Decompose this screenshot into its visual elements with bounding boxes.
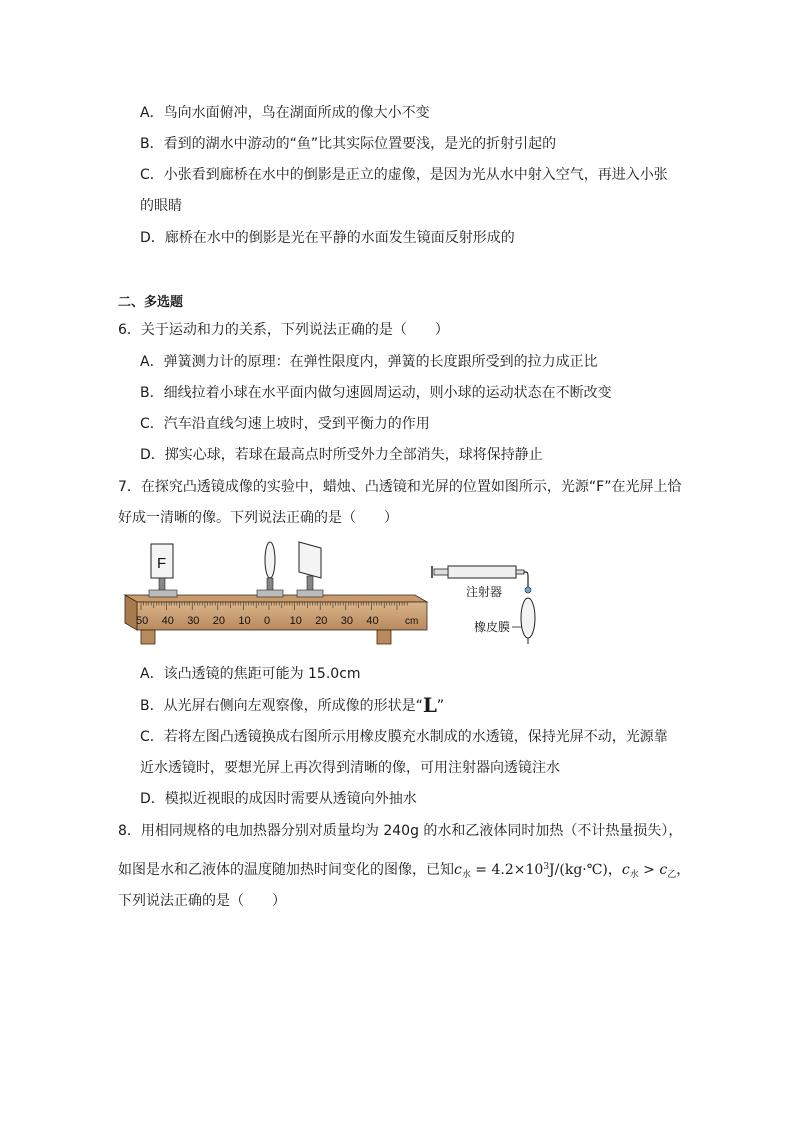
ruler-label: 20 (315, 615, 328, 627)
q7-option-d: D．模拟近视眼的成因时需要从透镜向外抽水 (140, 791, 417, 807)
ruler-label: 0 (264, 615, 271, 627)
q5-option-d: D．廊桥在水中的倒影是光在平静的水面发生镜面反射形成的 (140, 230, 515, 246)
c-yi-symbol: c (659, 862, 668, 878)
q7-option-c-line2: 近水透镜时，要想光屏上再次得到清晰的像，可用注射器向透镜注水 (140, 760, 560, 776)
greater-than: > (638, 862, 660, 878)
q7-stem-line2: 好成一清晰的像。下列说法正确的是（ ） (118, 510, 398, 526)
membrane-label: 橡皮膜 (474, 620, 511, 634)
q8-stem-line1: 8．用相同规格的电加热器分别对质量均为 240g 的水和乙液体同时加热（不计热量损失）， (118, 823, 683, 839)
q8-stem-line2 (118, 857, 690, 885)
q7-option-a: A．该凸透镜的焦距可能为 15.0cm (140, 666, 361, 682)
ruler-label: 40 (366, 615, 379, 627)
ruler-label: 10 (289, 615, 302, 627)
source-letter-f: F (157, 555, 167, 572)
c-exponent: 3 (543, 862, 550, 872)
specific-heat-formula (454, 862, 608, 878)
q7-option-c-line1: C．若将左图凸透镜换成右图所示用橡皮膜充水制成的水透镜，保持光屏不动，光源靠 (140, 729, 668, 745)
image-shape-glyph: L (422, 693, 437, 717)
q6-option-d: D．掷实心球，若球在最高点时所受外力全部消失，球将保持静止 (140, 447, 543, 463)
q5-option-c-line2: 的眼睛 (140, 198, 182, 214)
q7-option-b-close: ” (436, 698, 445, 714)
q7-stem-line1: 7．在探究凸透镜成像的实验中，蜡烛、凸透镜和光屏的位置如图所示，光源“F”在光屏上恰 (118, 479, 682, 495)
c-water-symbol: c (621, 862, 630, 878)
syringe-label: 注射器 (466, 585, 503, 599)
q5-option-a: A．鸟向水面俯冲，鸟在湖面所成的像大小不变 (140, 105, 430, 121)
q7-option-b-text: B．从光屏右侧向左观察像，所成像的形状是“ (140, 698, 423, 714)
ruler-label: 20 (212, 615, 226, 627)
q8-stem-line3: 下列说法正确的是（ ） (118, 893, 286, 909)
water-subscript-2: 水 (629, 870, 639, 880)
ruler-unit: cm (405, 616, 419, 627)
separator: ， (607, 862, 622, 878)
c-value: = 4.2×10 (470, 862, 544, 878)
q5-option-b: B．看到的湖水中游动的“鱼”比其实际位置要浅，是光的折射引起的 (140, 136, 557, 152)
q7-option-b (140, 695, 444, 716)
section-title: 二、多选题 (118, 295, 184, 310)
water-lens-figure (430, 560, 550, 650)
yi-subscript: 乙 (667, 870, 677, 880)
q6-option-b: B．细线拉着小球在水平面内做匀速圆周运动，则小球的运动状态在不断改变 (140, 385, 612, 401)
c-unit: J/(kg·℃) (549, 862, 608, 878)
q6-stem: 6．关于运动和力的关系，下列说法正确的是（ ） (118, 322, 449, 338)
ruler-label: 50 (136, 615, 149, 627)
ruler-label: 10 (238, 615, 251, 627)
stem-end: ， (676, 862, 691, 878)
c-symbol: c (454, 862, 462, 878)
ruler-label: 30 (340, 615, 354, 627)
q8-stem-line2-text: 如图是水和乙液体的温度随加热时间变化的图像，已知 (118, 862, 454, 878)
q6-option-c: C．汽车沿直线匀速上坡时，受到平衡力的作用 (140, 416, 430, 432)
ruler-label: 40 (161, 615, 174, 627)
ruler-label: 30 (187, 615, 200, 627)
specific-heat-compare (622, 862, 676, 878)
optical-bench-figure (115, 540, 435, 650)
q6-option-a: A．弹簧测力计的原理：在弹性限度内，弹簧的长度跟所受到的拉力成正比 (140, 354, 598, 370)
q5-option-c-line1: C．小张看到廊桥在水中的倒影是正立的虚像，是因为光从水中射入空气，再进入小张 (140, 167, 668, 183)
water-subscript: 水 (461, 870, 471, 880)
